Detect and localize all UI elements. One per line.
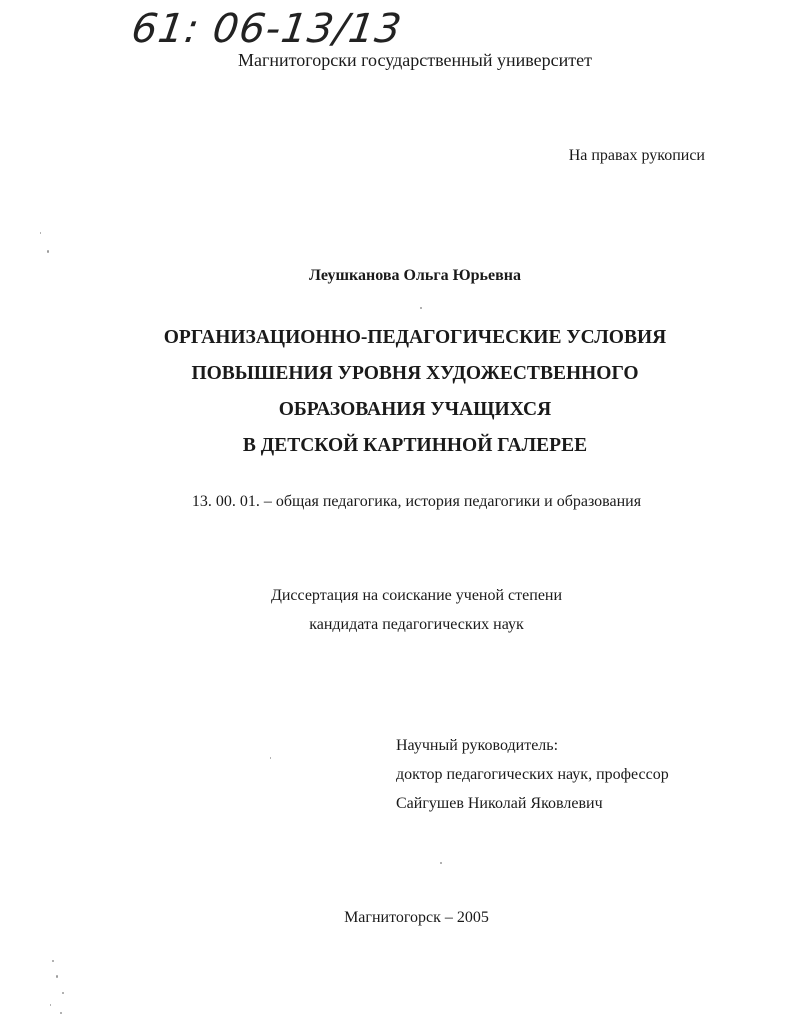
degree-statement xyxy=(0,581,793,639)
scan-speck xyxy=(52,960,54,962)
degree-line: Диссертация на соискание ученой степени xyxy=(270,587,563,604)
supervisor-label: Научный руководитель: xyxy=(396,737,559,754)
scan-speck xyxy=(62,992,64,994)
scan-speck xyxy=(60,1012,62,1014)
scan-speck xyxy=(440,862,442,864)
supervisor-rank: доктор педагогических наук, профессор xyxy=(396,766,669,783)
scan-speck xyxy=(420,307,422,309)
title-line: ПОВЫШЕНИЯ УРОВНЯ ХУДОЖЕСТВЕННОГО xyxy=(191,363,639,384)
degree-line: кандидата педагогических наук xyxy=(309,616,524,633)
dissertation-title xyxy=(0,320,793,464)
title-line: В ДЕТСКОЙ КАРТИННОЙ ГАЛЕРЕЕ xyxy=(242,435,588,456)
university-name: Магнитогорски государственный университет xyxy=(238,50,592,70)
handwritten-archive-number: 61: 06-13/13 xyxy=(128,6,405,52)
city-and-year: Магнитогорск – 2005 xyxy=(344,909,489,926)
title-line: ОРГАНИЗАЦИОННО-ПЕДАГОГИЧЕСКИЕ УСЛОВИЯ xyxy=(163,327,667,348)
specialty-code: 13. 00. 01. – общая педагогика, история педагогики и образования xyxy=(191,493,642,510)
title-line: ОБРАЗОВАНИЯ УЧАЩИХСЯ xyxy=(278,399,552,420)
supervisor-name: Сайгушев Николай Яковлевич xyxy=(396,795,603,812)
scan-speck xyxy=(56,975,58,978)
scientific-supervisor xyxy=(396,731,669,818)
manuscript-rights-note: На правах рукописи xyxy=(568,147,705,164)
scan-speck xyxy=(50,1004,51,1006)
author-name: Леушканова Ольга Юрьевна xyxy=(309,267,521,284)
scan-speck xyxy=(40,232,41,234)
scan-speck xyxy=(270,757,271,759)
scan-speck xyxy=(47,250,49,253)
